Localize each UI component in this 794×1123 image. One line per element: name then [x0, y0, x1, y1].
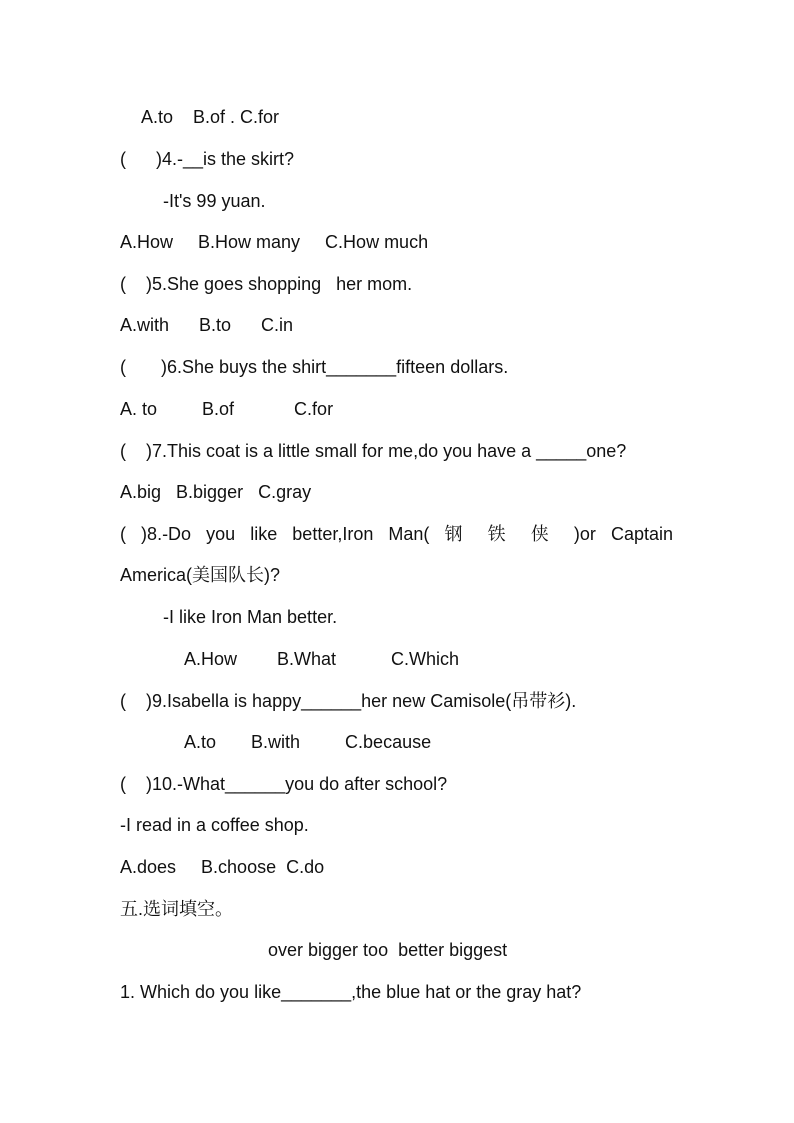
q8-options: A.How B.What C.Which [184, 649, 460, 669]
q3-options: A.to B.of . C.for [141, 107, 280, 127]
q9-question: ( )9.Isabella is happy______her new Camisole(吊带衫). [120, 691, 577, 711]
q4-answer: -It's 99 yuan. [163, 191, 266, 211]
q9-options: A.to B.with C.because [184, 732, 432, 752]
q6-question: ( )6.She buys the shirt_______fifteen dollars. [120, 357, 509, 377]
q8-answer: -I like Iron Man better. [163, 607, 338, 627]
q8-question-continued: America(美国队长)? [120, 565, 281, 585]
section-5-heading: 五.选词填空。 [120, 899, 234, 919]
q7-options: A.big B.bigger C.gray [120, 482, 312, 502]
q5-question: ( )5.She goes shopping her mom. [120, 274, 413, 294]
q6-options: A. to B.of C.for [120, 399, 334, 419]
q5-options: A.with B.to C.in [120, 315, 294, 335]
fill-question-1: 1. Which do you like_______,the blue hat or the gray hat? [120, 982, 582, 1002]
q10-options: A.does B.choose C.do [120, 857, 325, 877]
q10-answer: -I read in a coffee shop. [120, 815, 309, 835]
q4-options: A.How B.How many C.How much [120, 232, 429, 252]
q4-question: ( )4.-__is the skirt? [120, 149, 295, 169]
q7-question: ( )7.This coat is a little small for me,do you have a _____one? [120, 441, 627, 461]
q8-question: ( )8.-Do you like better,Iron Man( 钢 铁 侠 )or Captain [120, 524, 673, 544]
q10-question: ( )10.-What______you do after school? [120, 774, 448, 794]
word-bank: over bigger too better biggest [268, 940, 508, 960]
